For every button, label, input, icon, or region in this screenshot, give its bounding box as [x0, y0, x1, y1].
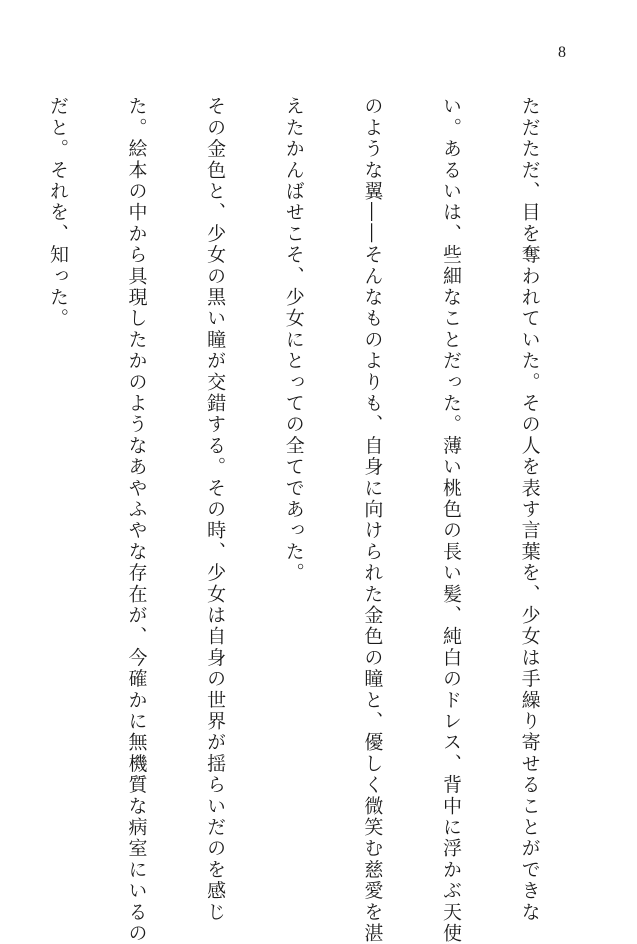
text-line: だと。それを、知った。	[46, 96, 69, 330]
text-line: い。あるいは、些細なことだった。薄い桃色の長い髪、純白のドレス、背中に浮かぶ天使	[439, 96, 462, 944]
body-text	[0, 96, 595, 944]
text-line: その金色と、少女の黒い瞳が交錯する。その時、少女は自身の世界が揺らいだのを感じ	[204, 96, 227, 923]
page-number: 8	[558, 44, 566, 61]
text-line: た。絵本の中から具現したかのようなあやふやな存在が、今確かに無機質な病室にいるの	[125, 96, 148, 944]
text-line: ただただ、目を奪われていた。その人を表す言葉を、少女は手繰り寄せることができな	[518, 96, 541, 923]
text-line: のような翼――そんなものよりも、自身に向けられた金色の瞳と、優しく微笑む慈愛を湛	[361, 96, 384, 944]
text-line: えたかんばせこそ、少女にとっての全てであった。	[282, 96, 305, 584]
